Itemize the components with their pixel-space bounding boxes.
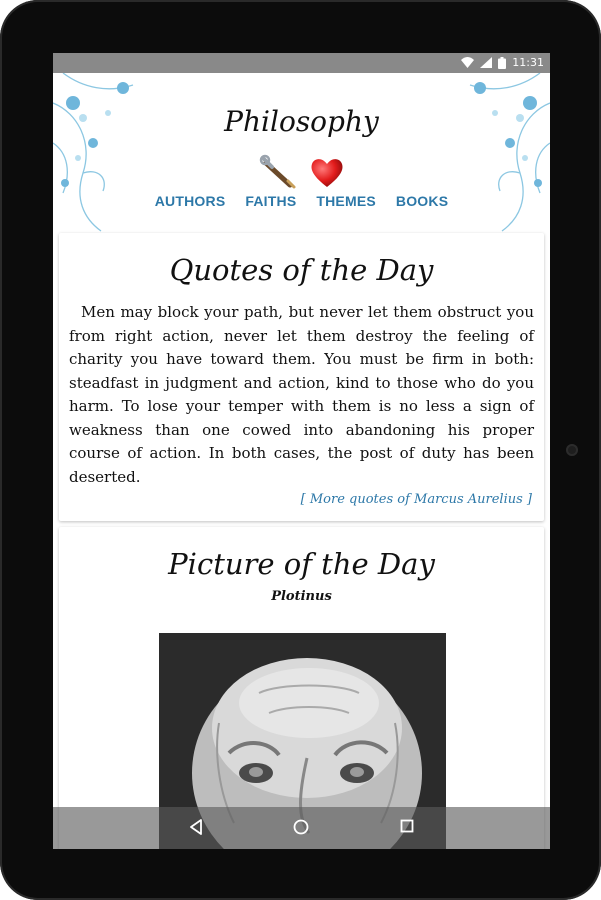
nav-themes[interactable]: THEMES [316, 193, 376, 209]
app-header [53, 73, 550, 233]
category-nav [53, 193, 550, 209]
nav-authors[interactable]: AUTHORS [154, 193, 226, 209]
nav-faiths[interactable]: FAITHS [245, 193, 297, 209]
tools-icon[interactable] [258, 153, 298, 193]
back-icon[interactable] [189, 819, 203, 835]
more-quotes-link[interactable]: [ More quotes of Marcus Aurelius ] [300, 492, 532, 507]
header-icons [53, 153, 550, 193]
nav-books[interactable]: BOOKS [395, 193, 449, 209]
quote-card [59, 233, 544, 521]
heart-icon[interactable] [308, 153, 346, 191]
quote-card-title: Quotes of the Day [169, 253, 434, 287]
android-nav-bar [53, 807, 550, 849]
recents-icon[interactable] [400, 819, 414, 833]
picture-card-title: Picture of the Day [168, 547, 435, 581]
status-time: 11:31 [512, 56, 544, 69]
picture-card [59, 527, 544, 849]
battery-icon [498, 57, 506, 69]
status-bar [53, 53, 550, 73]
home-icon[interactable] [293, 819, 309, 835]
app-title: Philosophy [224, 105, 379, 138]
cellular-signal-icon [480, 57, 492, 68]
wifi-icon [461, 57, 474, 68]
camera-icon [566, 444, 578, 456]
quote-text: Men may block your path, but never let them obstruct you from right action, never let them destroy the feeling of charity you have toward them. You must be firm in both: steadfast in judgment and action, kind to those who do you harm. To lose your temper with them is no less a sign of weakness than one cowed into abandoning his proper course of action. In both cases, the post of duty has been deserted. [69, 303, 534, 486]
picture-caption: Plotinus [271, 589, 332, 604]
screen [53, 53, 550, 849]
